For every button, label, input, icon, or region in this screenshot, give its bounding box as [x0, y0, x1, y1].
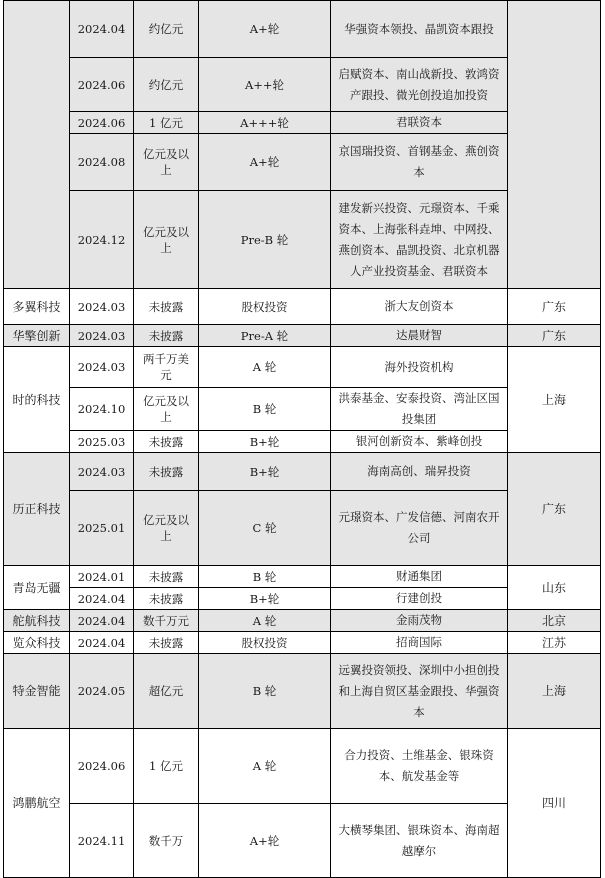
round-cell: C 轮: [199, 491, 331, 566]
date-cell: 2024.04: [70, 632, 134, 654]
location-cell: 山东: [508, 566, 601, 610]
location-cell: 上海: [508, 654, 601, 729]
location-cell: 广东: [508, 453, 601, 566]
table-row: [4, 347, 601, 388]
investors-cell: 达晨财智: [331, 325, 508, 347]
company-cell: 特金智能: [4, 654, 70, 729]
location-cell: 江苏: [508, 632, 601, 654]
investors-cell: 海南高创、瑞昇投资: [331, 453, 508, 491]
location-cell: 广东: [508, 325, 601, 347]
company-cell: 鸿鹏航空: [4, 729, 70, 878]
amount-cell: 1 亿元: [134, 112, 199, 134]
round-cell: A++轮: [199, 58, 331, 112]
date-cell: 2024.06: [70, 729, 134, 804]
round-cell: B 轮: [199, 566, 331, 588]
round-cell: A+轮: [199, 804, 331, 878]
location-cell: 上海: [508, 347, 601, 453]
date-cell: 2024.06: [70, 112, 134, 134]
round-cell: A 轮: [199, 729, 331, 804]
location-cell: 四川: [508, 729, 601, 878]
round-cell: A+轮: [199, 1, 331, 58]
investors-cell: 银河创新资本、紫峰创投: [331, 431, 508, 453]
investors-cell: 启赋资本、南山战新投、敦鸿资产跟投、微光创投追加投资: [331, 58, 508, 112]
amount-cell: 数千万元: [134, 610, 199, 632]
round-cell: A+轮: [199, 134, 331, 191]
table-row: [4, 632, 601, 654]
investors-cell: 财通集团: [331, 566, 508, 588]
amount-cell: 未披露: [134, 632, 199, 654]
amount-cell: 亿元及以上: [134, 491, 199, 566]
date-cell: 2024.04: [70, 610, 134, 632]
table-row: [4, 453, 601, 491]
company-cell: 历正科技: [4, 453, 70, 566]
round-cell: B+轮: [199, 453, 331, 491]
date-cell: 2024.03: [70, 453, 134, 491]
amount-cell: 约亿元: [134, 58, 199, 112]
date-cell: 2024.06: [70, 58, 134, 112]
location-cell: 广东: [508, 289, 601, 325]
amount-cell: 亿元及以上: [134, 191, 199, 289]
table-row: [4, 325, 601, 347]
amount-cell: 未披露: [134, 453, 199, 491]
amount-cell: 未披露: [134, 588, 199, 610]
date-cell: 2024.03: [70, 347, 134, 388]
round-cell: A 轮: [199, 347, 331, 388]
round-cell: B 轮: [199, 654, 331, 729]
date-cell: 2024.04: [70, 1, 134, 58]
investors-cell: 华强资本领投、晶凯资本跟投: [331, 1, 508, 58]
amount-cell: 数千万: [134, 804, 199, 878]
round-cell: 股权投资: [199, 289, 331, 325]
date-cell: 2025.03: [70, 431, 134, 453]
amount-cell: 亿元及以上: [134, 134, 199, 191]
round-cell: Pre-B 轮: [199, 191, 331, 289]
investors-cell: 合力投资、土维基金、银珠资本、航发基金等: [331, 729, 508, 804]
company-cell: [4, 1, 70, 289]
investors-cell: 远翼投资领投、深圳中小担创投和上海自贸区基金跟投、华强资本: [331, 654, 508, 729]
amount-cell: 超亿元: [134, 654, 199, 729]
amount-cell: 未披露: [134, 566, 199, 588]
company-cell: 时的科技: [4, 347, 70, 453]
table-row: [4, 729, 601, 804]
date-cell: 2024.08: [70, 134, 134, 191]
funding-table: [3, 0, 601, 878]
investors-cell: 洪泰基金、安泰投资、湾沚区国投集团: [331, 388, 508, 431]
company-cell: 多翼科技: [4, 289, 70, 325]
amount-cell: 未披露: [134, 431, 199, 453]
company-cell: 舵航科技: [4, 610, 70, 632]
investors-cell: 元璟资本、广发信德、河南农开公司: [331, 491, 508, 566]
round-cell: Pre-A 轮: [199, 325, 331, 347]
date-cell: 2024.12: [70, 191, 134, 289]
round-cell: A 轮: [199, 610, 331, 632]
table-row: [4, 654, 601, 729]
company-cell: 览众科技: [4, 632, 70, 654]
table-row: [4, 289, 601, 325]
date-cell: 2024.05: [70, 654, 134, 729]
investors-cell: 海外投资机构: [331, 347, 508, 388]
investors-cell: 京国瑞投资、首钢基金、燕创资本: [331, 134, 508, 191]
company-cell: 青岛无疆: [4, 566, 70, 610]
amount-cell: 未披露: [134, 325, 199, 347]
location-cell: 北京: [508, 610, 601, 632]
date-cell: 2024.03: [70, 289, 134, 325]
amount-cell: 约亿元: [134, 1, 199, 58]
table-row: [4, 610, 601, 632]
round-cell: 股权投资: [199, 632, 331, 654]
investors-cell: 行建创投: [331, 588, 508, 610]
investors-cell: 大横琴集团、银珠资本、海南超越摩尔: [331, 804, 508, 878]
date-cell: 2024.11: [70, 804, 134, 878]
table-row: [4, 1, 601, 58]
round-cell: B+轮: [199, 588, 331, 610]
date-cell: 2025.01: [70, 491, 134, 566]
investors-cell: 君联资本: [331, 112, 508, 134]
location-cell: [508, 1, 601, 289]
date-cell: 2024.03: [70, 325, 134, 347]
investors-cell: 浙大友创资本: [331, 289, 508, 325]
amount-cell: 未披露: [134, 289, 199, 325]
round-cell: B 轮: [199, 388, 331, 431]
date-cell: 2024.04: [70, 588, 134, 610]
date-cell: 2024.10: [70, 388, 134, 431]
investors-cell: 招商国际: [331, 632, 508, 654]
round-cell: A+++轮: [199, 112, 331, 134]
amount-cell: 两千万美元: [134, 347, 199, 388]
investors-cell: 金雨茂物: [331, 610, 508, 632]
amount-cell: 1 亿元: [134, 729, 199, 804]
investors-cell: 建发新兴投资、元璟资本、千乘资本、上海张科垚坤、中网投、燕创资本、晶凯投资、北京机器人产业投资基金、君联资本: [331, 191, 508, 289]
table-row: [4, 566, 601, 588]
company-cell: 华擎创新: [4, 325, 70, 347]
amount-cell: 亿元及以上: [134, 388, 199, 431]
date-cell: 2024.01: [70, 566, 134, 588]
round-cell: B+轮: [199, 431, 331, 453]
